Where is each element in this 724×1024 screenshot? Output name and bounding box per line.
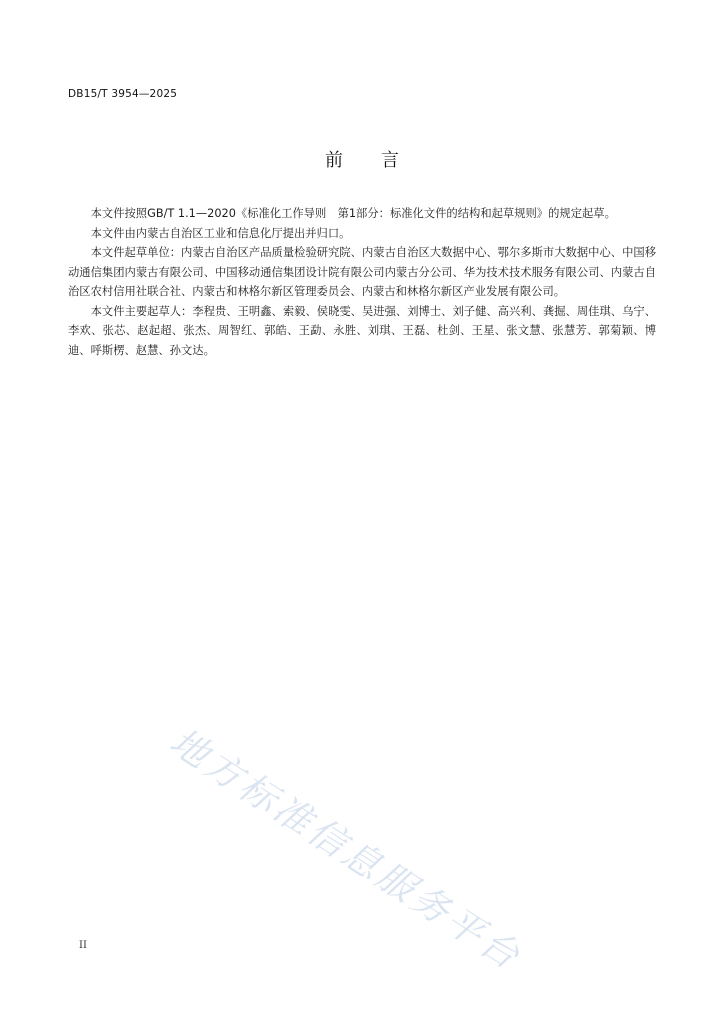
title-char-1: 前 [325, 150, 343, 171]
document-code: DB15/T 3954—2025 [68, 88, 178, 100]
paragraph-drafters: 本文件主要起草人：李程贵、王明鑫、索毅、侯晓雯、吴进强、刘博士、刘子健、高兴利、龚掘、周佳琪、乌宁、李欢、张芯、赵起超、张杰、周智红、郭皓、王勐、永胜、刘琪、王磊、杜剑、王星、张文慧、张慧芳、郭菊颖、博迪、呼斯楞、赵慧、孙文达。 [68, 304, 656, 357]
page-title [0, 146, 724, 172]
foreword-body [68, 204, 656, 360]
paragraph-drafting-units: 本文件起草单位：内蒙古自治区产品质量检验研究院、内蒙古自治区大数据中心、鄂尔多斯市大数据中心、中国移动通信集团内蒙古有限公司、中国移动通信集团设计院有限公司内蒙古分公司、华为技术技术服务有限公司、内蒙古自治区农村信用社联合社、内蒙古和林格尔新区管理委员会、内蒙古和林格尔新区产业发展有限公司。 [68, 246, 656, 298]
page-number: II [79, 940, 87, 951]
paragraph-proposer: 本文件由内蒙古自治区工业和信息化厅提出并归口。 [90, 226, 351, 240]
watermark: 地方标准信息服务平台 [162, 719, 530, 980]
title-char-2: 言 [381, 150, 399, 171]
paragraph-drafting-rules: 本文件按照GB/T 1.1—2020《标准化工作导则 第1部分：标准化文件的结构和起草规则》的规定起草。 [90, 207, 616, 220]
